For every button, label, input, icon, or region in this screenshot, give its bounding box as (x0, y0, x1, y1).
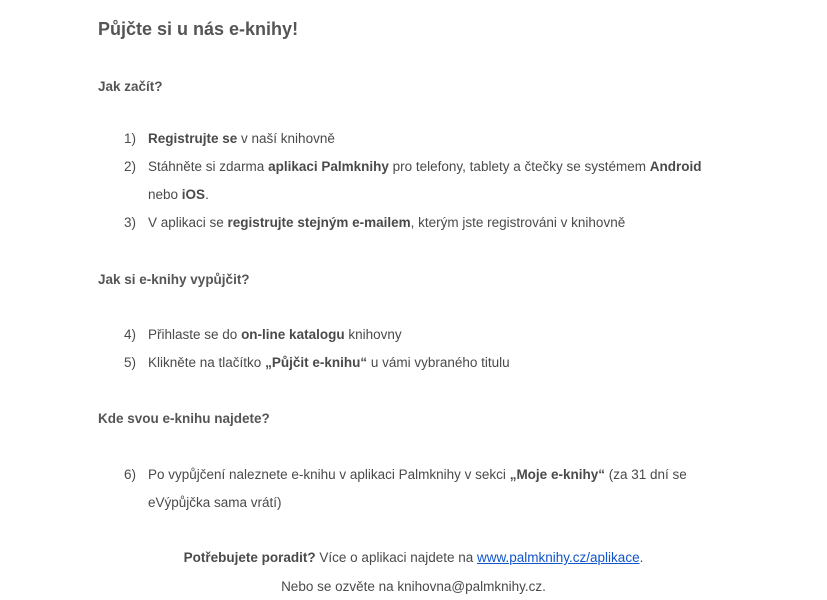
help-line: Potřebujete poradit? Více o aplikaci najdete na www.palmknihy.cz/aplikace. (183, 550, 644, 565)
section-heading-start: Jak začít? (98, 79, 163, 94)
item-number: 3) (124, 215, 137, 230)
item-number: 2) (124, 159, 137, 174)
palmknihy-link[interactable]: www.palmknihy.cz/aplikace (477, 550, 640, 565)
item-number: 4) (124, 327, 137, 342)
list-item: 6) Po vypůjčení naleznete e-knihu v aplikaci Palmknihy v sekci „Moje e-knihy“ (za 31 dní se eVýpůjčka sama vrátí) (124, 461, 714, 517)
list-item: 5) Klikněte na tlačítko „Půjčit e-knihu“ u vámi vybraného titulu (124, 349, 767, 377)
section-heading-borrow: Jak si e-knihy vypůjčit? (98, 272, 250, 287)
list-item: 4) Přihlaste se do on-line katalogu knihovny (124, 321, 767, 349)
contact-line: Nebo se ozvěte na knihovna@palmknihy.cz. (281, 579, 546, 594)
list-item: 2) Stáhněte si zdarma aplikaci Palmknihy pro telefony, tablety a čtečky se systémem Android nebo iOS. (124, 153, 724, 209)
list-item: 1) Registrujte se v naší knihovně (124, 125, 767, 153)
help-bold: Potřebujete poradit? (183, 550, 316, 565)
item-number: 1) (124, 131, 137, 146)
section-heading-find: Kde svou e-knihu najdete? (98, 411, 270, 426)
list-item: 3) V aplikaci se registrujte stejným e-mailem, kterým jste registrováni v knihovně (124, 209, 767, 237)
item-number: 6) (124, 467, 137, 482)
page-title: Půjčte si u nás e-knihy! (98, 19, 299, 39)
item-number: 5) (124, 355, 137, 370)
